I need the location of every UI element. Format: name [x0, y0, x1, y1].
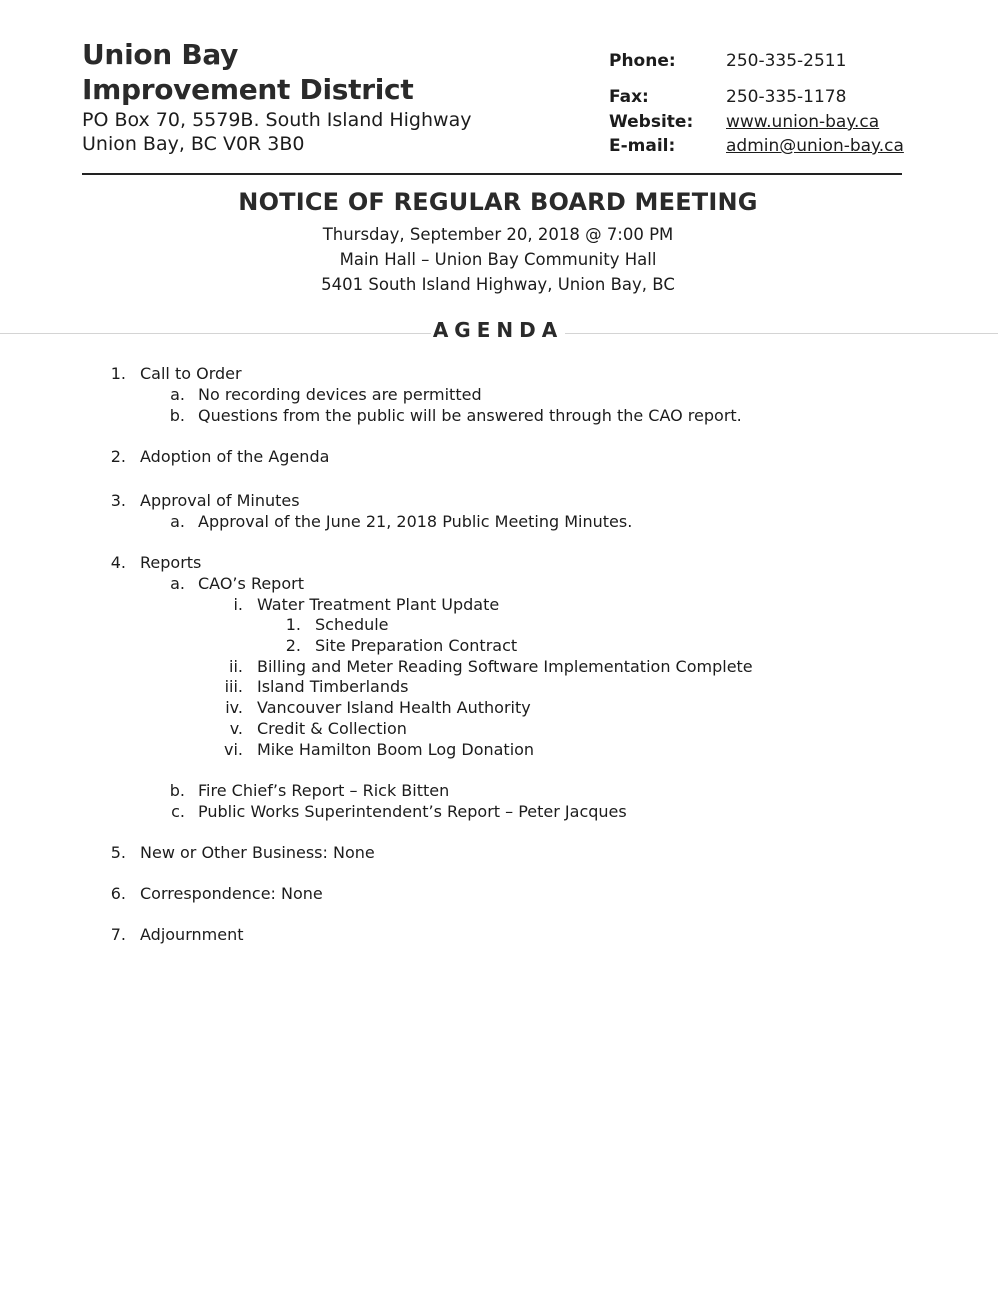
meeting-venue: Main Hall – Union Bay Community Hall: [339, 250, 657, 269]
item-number: 5.: [110, 843, 126, 862]
item-number: v.: [229, 719, 243, 738]
item-number: i.: [233, 595, 243, 614]
notice-title: NOTICE OF REGULAR BOARD MEETING: [238, 188, 758, 216]
item-label: Reports: [140, 553, 202, 572]
item-label: Island Timberlands: [257, 677, 409, 696]
org-address-line2: Union Bay, BC V0R 3B0: [82, 133, 305, 155]
item-label: Vancouver Island Health Authority: [257, 698, 531, 717]
meeting-address: 5401 South Island Highway, Union Bay, BC: [321, 275, 675, 294]
phone-value: 250-335-2511: [726, 51, 847, 71]
item-number: 2.: [110, 447, 126, 466]
item-label: Fire Chief’s Report – Rick Bitten: [198, 781, 450, 800]
item-number: a.: [170, 574, 185, 593]
item-number: a.: [170, 385, 185, 404]
website-link[interactable]: www.union-bay.ca: [726, 112, 880, 132]
item-number: 3.: [110, 491, 126, 510]
item-label: Call to Order: [140, 364, 242, 383]
item-label: Adjournment: [140, 925, 244, 944]
item-label: Approval of Minutes: [140, 491, 300, 510]
item-number: 7.: [110, 925, 126, 944]
email-link[interactable]: admin@union-bay.ca: [726, 136, 904, 156]
fax-label: Fax:: [609, 87, 649, 107]
item-label: Questions from the public will be answered through the CAO report.: [198, 406, 742, 425]
item-label: Correspondence: None: [140, 884, 323, 903]
item-label: Billing and Meter Reading Software Implementation Complete: [257, 657, 753, 676]
item-label: New or Other Business: None: [140, 843, 375, 862]
fax-value: 250-335-1178: [726, 87, 847, 107]
item-label: Schedule: [315, 615, 389, 634]
item-number: c.: [171, 802, 185, 821]
item-number: 4.: [110, 553, 126, 572]
item-label: Adoption of the Agenda: [140, 447, 330, 466]
item-label: Site Preparation Contract: [315, 636, 518, 655]
header-divider: [82, 173, 902, 175]
item-number: b.: [169, 406, 185, 425]
agenda-heading: [0, 318, 996, 342]
item-label: Public Works Superintendent’s Report – Peter Jacques: [198, 802, 627, 821]
org-name-line1: Union Bay: [82, 38, 239, 71]
email-label: E-mail:: [609, 136, 676, 156]
item-label: Credit & Collection: [257, 719, 407, 738]
website-label: Website:: [609, 112, 694, 132]
item-label: Mike Hamilton Boom Log Donation: [257, 740, 535, 759]
item-number: 2.: [285, 636, 301, 655]
item-number: a.: [170, 512, 185, 531]
phone-label: Phone:: [609, 51, 676, 71]
item-label: Water Treatment Plant Update: [257, 595, 500, 614]
agenda-heading-text: AGENDA: [432, 318, 564, 342]
item-number: b.: [169, 781, 185, 800]
item-label: CAO’s Report: [198, 574, 304, 593]
item-number: iv.: [225, 698, 243, 717]
item-number: 1.: [110, 364, 126, 383]
item-number: vi.: [224, 740, 243, 759]
item-number: 6.: [110, 884, 126, 903]
item-label: Approval of the June 21, 2018 Public Meeting Minutes.: [198, 512, 633, 531]
meeting-date: Thursday, September 20, 2018 @ 7:00 PM: [322, 225, 674, 244]
org-address-line1: PO Box 70, 5579B. South Island Highway: [82, 109, 472, 131]
item-label: No recording devices are permitted: [198, 385, 482, 404]
item-number: iii.: [224, 677, 243, 696]
item-number: ii.: [229, 657, 243, 676]
item-number: 1.: [285, 615, 301, 634]
org-name-line2: Improvement District: [82, 73, 414, 106]
